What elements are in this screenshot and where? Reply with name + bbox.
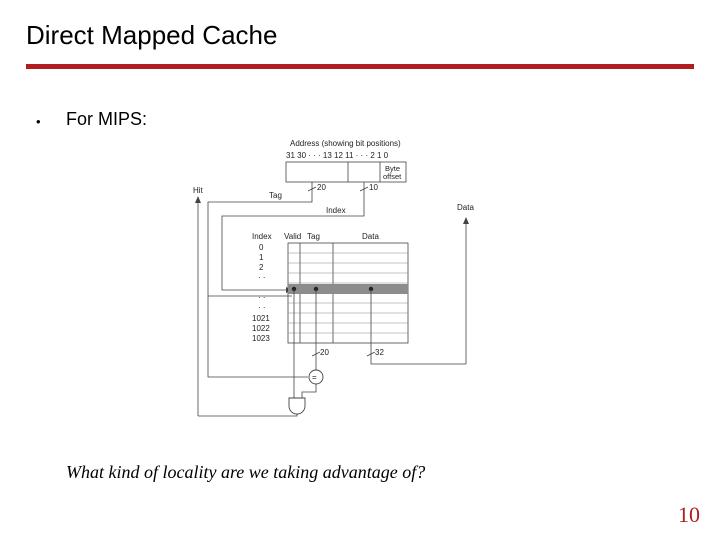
index-value: 1021 [252,314,270,323]
tag-width-label: 20 [317,183,326,192]
index-label: Index [326,206,346,215]
index-value: 1022 [252,324,270,333]
selected-cache-row [288,284,408,294]
header-data: Data [362,232,379,241]
data-out-line [371,289,466,364]
compare-width-label: 20 [320,348,329,357]
bullet-text: For MIPS: [66,109,148,129]
comparator-symbol: = [312,373,317,382]
index-value: · · [258,303,266,312]
header-index: Index [252,232,272,241]
index-value: 0 [259,243,264,252]
page-number: 10 [678,502,700,527]
and-gate [289,398,305,414]
address-label: Address (showing bit positions) [290,139,401,148]
hit-label: Hit [193,186,203,195]
byte-offset-label-line2: offset [383,172,402,181]
index-value: · · [258,293,266,302]
index-value: · · [258,273,266,282]
index-width-label: 10 [369,183,378,192]
cache-table [288,243,408,343]
hit-line [198,414,297,416]
data-width-label: 32 [375,348,384,357]
header-valid: Valid [284,232,302,241]
index-value: 2 [259,263,264,272]
locality-question: What kind of locality are we taking advantage of? [66,462,426,482]
header-tag: Tag [307,232,320,241]
tag-label: Tag [269,191,282,200]
data-output-label: Data [457,203,474,212]
slide-title: Direct Mapped Cache [26,20,278,50]
bit-positions: 31 30 · · · 13 12 11 · · · 2 1 0 [286,151,389,160]
index-value: 1023 [252,334,270,343]
bullet-marker: • [36,114,41,129]
byte-offset-label: Byte [385,164,401,173]
index-value: 1 [259,253,264,262]
